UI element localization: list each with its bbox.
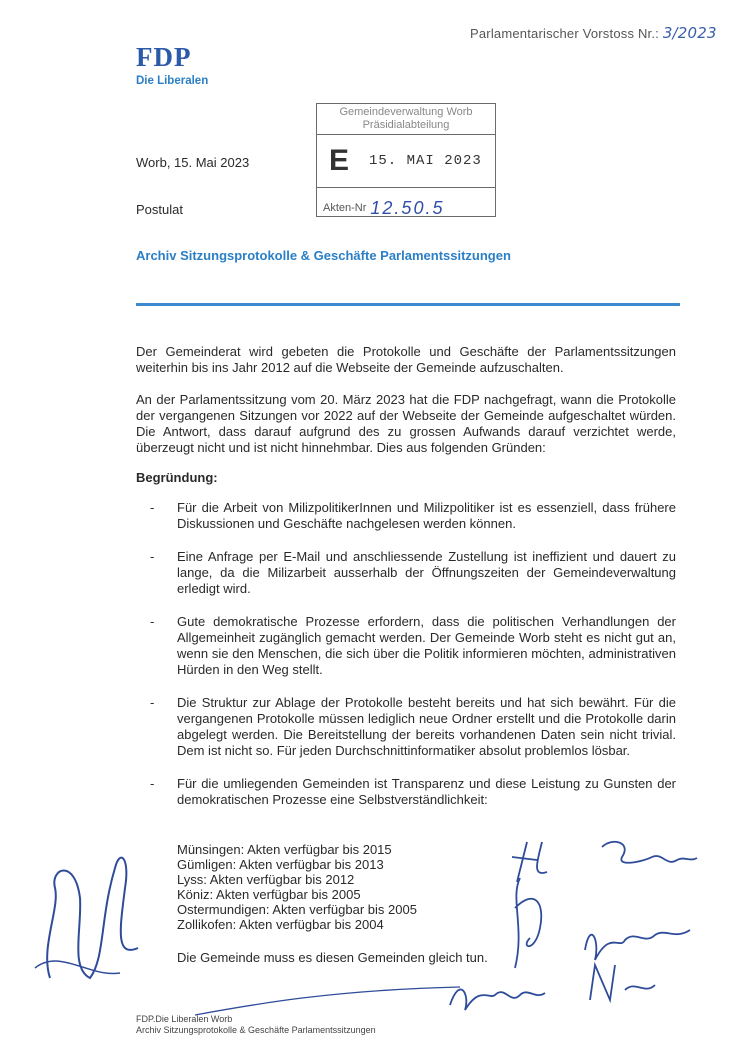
title-rule (136, 303, 680, 306)
towns-list (177, 842, 417, 932)
signature-left (20, 828, 150, 998)
paragraph-context: An der Parlamentssitzung vom 20. März 2023 hat die FDP nachgefragt, wann die Protokolle der vergangenen Sitzungen vor 2022 auf der Webseite der Gemeinde aufgeschaltet würden. Die Antwort, dass darauf aufgrund des zu grossen Aufwands darauf verzichtet werde, überzeugt nicht und ist nicht hinnehmbar. Dies aus folgenden Gründen: (136, 392, 676, 455)
list-item-text: Gute demokratische Prozesse erfordern, dass die politischen Verhandlungen der Allgemeinheit zugänglich gemacht werden. Der Gemeinde Worb steht es nicht gut an, wenn sie den Menschen, die sich über die Politik informieren möchten, administrativen Hürden in den Weg stellt. (177, 614, 676, 677)
list-item-text: Eine Anfrage per E-Mail und anschliessende Zustellung ist ineffizient und dauert zu lange, da die Milizarbeit ausserhalb der Öffnungszeiten der Gemeindeverwaltung erledigt wird. (177, 549, 676, 596)
list-item: - Die Struktur zur Ablage der Protokolle besteht bereits und hat sich bewährt. Für die vergangenen Protokolle müssen lediglich neue Ordner erstellt und die Protokolle darin abgelegt werden. Die Bereitstellung der bereits vorhandenen Daten sein nicht trivial. Dem ist nicht so. Für jeden Durchschnittinformatiker absolut problemlos lösbar. (150, 695, 676, 758)
logo-wordmark: FDP (136, 42, 192, 72)
signature-lower-right (575, 900, 705, 1010)
stamp-date-row (317, 135, 495, 187)
vorstoss-label: Parlamentarischer Vorstoss Nr.: (470, 26, 659, 41)
stamp-akten-number: 12.50.5 (370, 197, 445, 218)
fdp-logo (136, 44, 208, 87)
list-item: - Eine Anfrage per E-Mail und anschliessende Zustellung ist ineffizient und dauert zu lange, da die Milizarbeit ausserhalb der Öffnungszeiten der Gemeindeverwaltung erledigt wird. (150, 549, 676, 596)
begruendung-heading: Begründung: (136, 470, 218, 485)
list-item-text: Für die umliegenden Gemeinden ist Transparenz und diese Leistung zu Gunsten der demokratischen Prozesse eine Selbstverständlichkeit: (177, 776, 676, 807)
town-line: Ostermundigen: Akten verfügbar bis 2005 (177, 902, 417, 917)
list-item-text: Für die Arbeit von MilizpolitikerInnen und Milizpolitiker ist es essenziell, dass frühere Diskussionen und Geschäfte nachgelesen werden können. (177, 500, 676, 531)
stamp-akten-row (317, 187, 495, 228)
stamp-date: 15. MAI 2023 (369, 153, 482, 169)
list-item: - Für die umliegenden Gemeinden ist Transparenz und diese Leistung zu Gunsten der demokratischen Prozesse eine Selbstverständlichkeit: (150, 776, 676, 807)
closing-sentence: Die Gemeinde muss es diesen Gemeinden gleich tun. (177, 950, 488, 965)
stamp-line-2: Präsidialabteilung (362, 119, 450, 131)
town-line: Zollikofen: Akten verfügbar bis 2004 (177, 917, 384, 932)
receipt-stamp (316, 103, 496, 217)
town-line: Köniz: Akten verfügbar bis 2005 (177, 887, 361, 902)
footer-line-1: FDP.Die Liberalen Worb (136, 1014, 233, 1024)
logo-tagline: Die Liberalen (136, 75, 209, 87)
footer (136, 1014, 376, 1036)
vorstoss-number: 3/2023 (662, 24, 717, 42)
list-item: - Gute demokratische Prozesse erfordern, dass die politischen Verhandlungen der Allgemeinheit zugänglich gemacht werden. Der Gemeinde Worb steht es nicht gut an, wenn sie den Menschen, die sich über die Politik informieren möchten, administrativen Hürden in den Weg stellt. (150, 614, 676, 677)
document-date: Worb, 15. Mai 2023 (136, 155, 250, 170)
reasons-list (150, 500, 676, 825)
town-line: Lyss: Akten verfügbar bis 2012 (177, 872, 355, 887)
stamp-akten-label: Akten-Nr (323, 202, 367, 214)
document-type: Postulat (136, 202, 183, 217)
stamp-letter: E (329, 144, 350, 177)
list-item: - Für die Arbeit von MilizpolitikerInnen und Milizpolitiker ist es essenziell, dass frühere Diskussionen und Geschäfte nachgelesen werden können. (150, 500, 676, 531)
paragraph-request: Der Gemeinderat wird gebeten die Protokolle und Geschäfte der Parlamentssitzungen weiterhin bis ins Jahr 2012 auf die Webseite der Gemeinde aufzuschalten. (136, 344, 676, 375)
town-line: Münsingen: Akten verfügbar bis 2015 (177, 842, 392, 857)
town-line: Gümligen: Akten verfügbar bis 2013 (177, 857, 384, 872)
footer-line-2: Archiv Sitzungsprotokolle & Geschäfte Parlamentssitzungen (136, 1025, 376, 1035)
list-item-text: Die Struktur zur Ablage der Protokolle besteht bereits und hat sich bewährt. Für die vergangenen Protokolle müssen lediglich neue Ordner erstellt und die Protokolle darin abgelegt werden. Die Bereitstellung der bereits vorhandenen Daten sein nicht trivial. Dem ist nicht so. Für jeden Durchschnittinformatiker absolut problemlos lösbar. (177, 695, 676, 758)
stamp-line-1: Gemeindeverwaltung Worb (339, 106, 473, 118)
signature-mid-right (500, 868, 570, 978)
document-title: Archiv Sitzungsprotokolle & Geschäfte Parlamentssitzungen (136, 248, 511, 263)
vorstoss-header (470, 24, 717, 42)
